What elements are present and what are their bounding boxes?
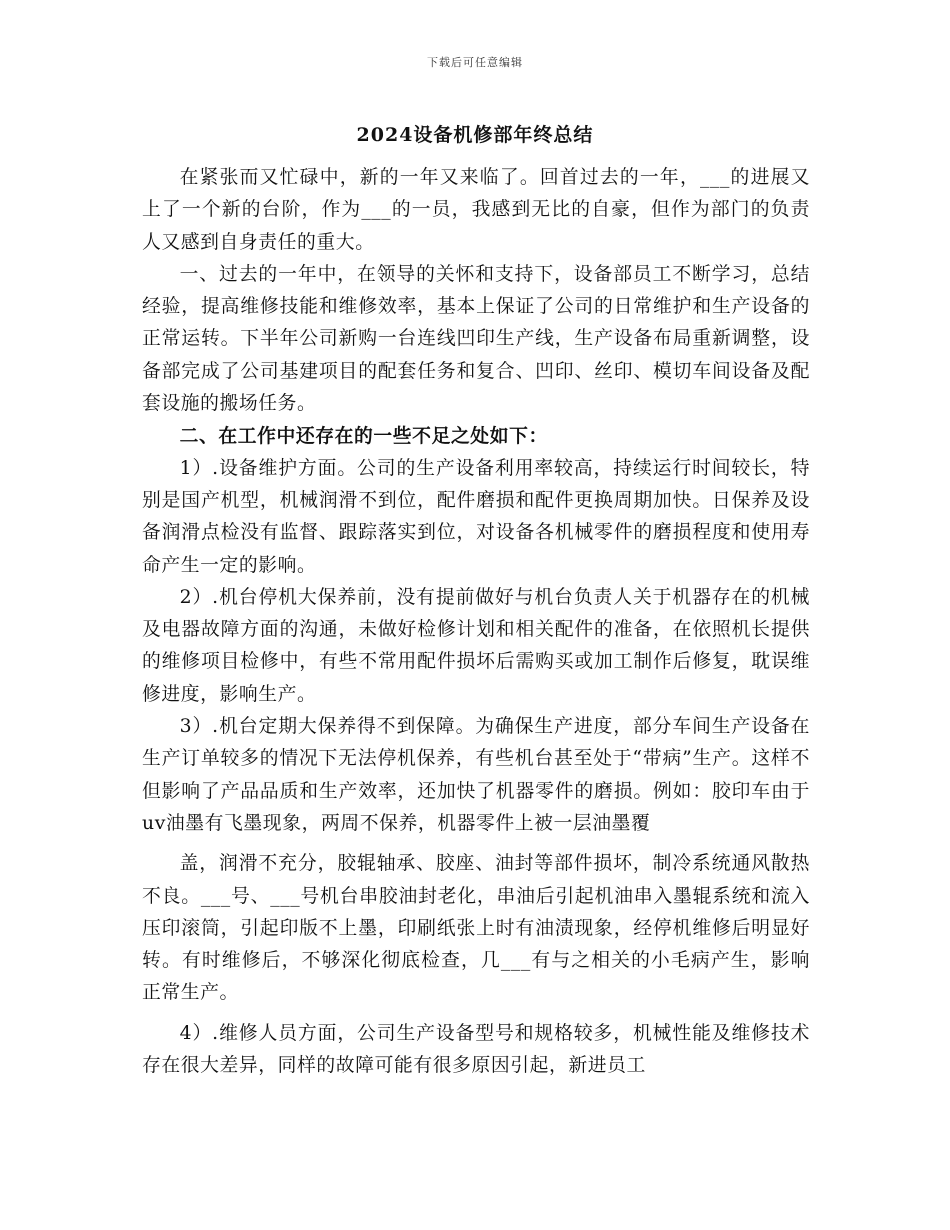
document-body xyxy=(142,162,810,1082)
paragraph-item-3: 3）.机台定期大保养得不到保障。为确保生产进度，部分车间生产设备在生产订单较多的情况下无法停机保养，有些机台甚至处于“带病”生产。这样不但影响了产品品质和生产效率，还加快了机器零件的磨损。例如：胶印车由于uv油墨有飞墨现象，两周不保养，机器零件上被一层油墨覆 xyxy=(142,716,810,834)
paragraph-item-2: 2）.机台停机大保养前，没有提前做好与机台负责人关于机器存在的机械及电器故障方面的沟通，未做好检修计划和相关配件的准备，在依照机长提供的维修项目检修中，有些不常用配件损坏后需购买或加工制作后修复，耽误维修进度，影响生产。 xyxy=(142,586,810,705)
document-title: 2024设备机修部年终总结 xyxy=(356,124,594,146)
paragraph-intro: 在紧张而又忙碌中，新的一年又来临了。回首过去的一年，___的进展又上了一个新的台阶，作为___的一员，我感到无比的自豪，但作为部门的负责人又感到自身责任的重大。 xyxy=(142,167,810,253)
paragraph-section-one: 一、过去的一年中，在领导的关怀和支持下，设备部员工不断学习，总结经验，提高维修技能和维修效率，基本上保证了公司的日常维护和生产设备的正常运转。下半年公司新购一台连线凹印生产线，生产设备布局重新调整，设备部完成了公司基建项目的配套任务和复合、凹印、丝印、模切车间设备及配套设施的搬场任务。 xyxy=(142,263,810,415)
section-heading-shortcomings: 二、在工作中还存在的一些不足之处如下： xyxy=(179,425,548,448)
paragraph-item-4: 4）.维修人员方面，公司生产设备型号和规格较多，机械性能及维修技术存在很大差异，同样的故障可能有很多原因引起，新进员工 xyxy=(142,1022,810,1077)
header-note: 下载后可任意编辑 xyxy=(427,56,523,69)
paragraph-item-3-continued: 盖，润滑不充分，胶辊轴承、胶座、油封等部件损坏，制冷系统通风散热不良。___号、___号机台串胶油封老化，串油后引起机油串入墨辊系统和流入压印滚筒，引起印版不上墨，印刷纸张上时有油渍现象，经停机维修后明显好转。有时维修后，不够深化彻底检查，几___有与之相关的小毛病产生，影响正常生产。 xyxy=(142,853,810,1004)
paragraph-item-1: 1）.设备维护方面。公司的生产设备利用率较高，持续运行时间较长，特别是国产机型，机械润滑不到位，配件磨损和配件更换周期加快。日保养及设备润滑点检没有监督、跟踪落实到位，对设备各机械零件的磨损程度和使用寿命产生一定的影响。 xyxy=(142,457,810,576)
